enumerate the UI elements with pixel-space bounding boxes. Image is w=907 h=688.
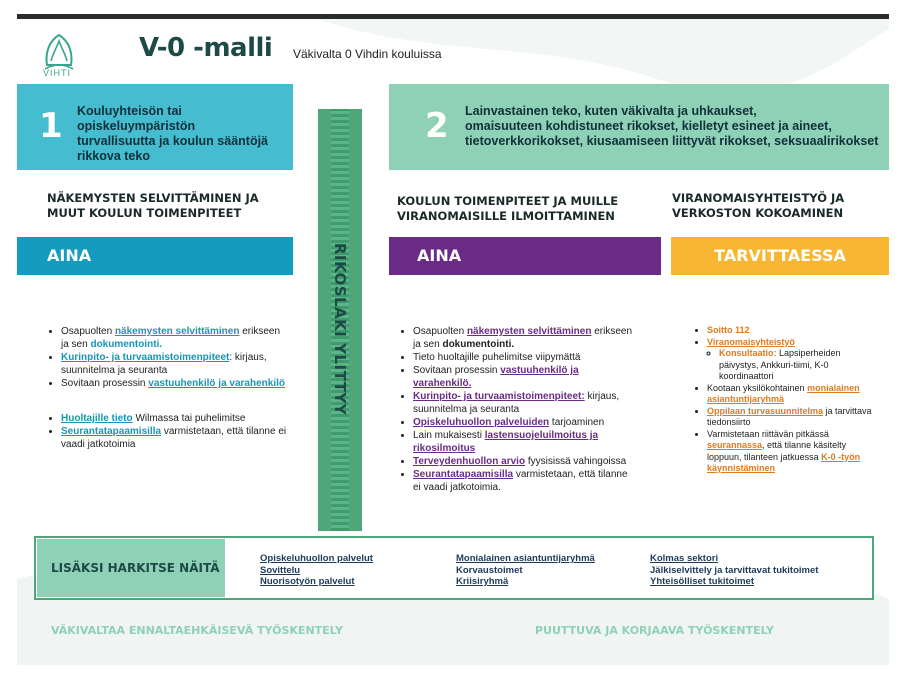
link[interactable]: Huoltajille tieto [61,413,133,424]
link[interactable]: Kurinpito- ja turvaamistoimenpiteet [61,352,230,363]
col2-band: AINA [389,237,661,275]
link[interactable]: Opiskeluhuollon palveluiden [413,417,550,428]
consider-text: Jälkiselvittely ja tarvittavat tukitoimet [650,564,819,576]
category-1-number: 1 [39,106,63,146]
consider-group-3 [650,553,818,588]
link[interactable]: vastuuhenkilö ja varahenkilö [148,378,285,389]
list-item: • Sovitaan prosessin vastuuhenkilö ja varahenkilö. [413,364,635,390]
col3-list [693,325,879,475]
consider-link[interactable]: Kolmas sektori [650,553,719,564]
sub-list-item: ◦ Konsultaatio: Lapsiperheiden päivystys, Ankkuri-tiimi, K-0 koordinaattori [719,348,879,383]
consider-link[interactable]: Nuorisotyön palvelut [260,576,355,587]
consider-group-2 [456,553,595,588]
link[interactable]: näkemysten selvittäminen [466,326,592,337]
list-item [707,337,879,383]
consider-link[interactable]: Kriisiryhmä [456,576,509,587]
list-item: • Osapuolten näkemysten selvittäminen erikseen ja sen dokumentointi. [61,325,287,351]
crime-law-label: RIKOSLAKI YLITTYY [331,242,349,416]
col3-band: TARVITTAESSA [671,237,889,275]
v0-model-page [17,19,889,665]
footer-corrective: PUUTTUVA JA KORJAAVA TYÖSKENTELY [535,624,774,637]
logo-text: VIHTI [43,68,72,78]
consider-link[interactable]: Opiskeluhuollon palvelut [260,553,373,564]
list-item: • Varmistetaan riittävän pitkässä seurannassa, että tilanne käsitelty loppuun, tilanteen jatkuessa K-0 -työn käynnistäminen [707,429,879,475]
list-item: • Kootaan yksilökohtainen monialainen asiantuntijaryhmä [707,383,879,406]
link[interactable]: lastensuojeluilmoitus ja rikosilmoitus [413,430,599,454]
category-2-text: Lainvastainen teko, kuten väkivalta ja uhkaukset, omaisuuteen kohdistuneet rikokset, kielletyt esineet ja aineet, tietoverkkorikokset, kiusaamiseen liittyvät rikokset, seksuaalirikokset [465,104,879,148]
link[interactable]: Terveydenhuollon arvio [413,456,526,467]
link[interactable]: Oppilaan turvasuunnitelma [707,405,824,416]
link[interactable]: näkemysten selvittäminen [114,326,240,337]
link[interactable]: monialainen asiantuntijaryhmä [707,382,860,404]
category-1-text: Kouluyhteisön tai opiskeluympäristön turvallisuutta ja koulun sääntöjä rikkova teko [77,104,269,163]
link[interactable]: seurannassa [707,440,763,450]
list-item: • Seurantatapaamisilla varmistetaan, että tilanne ei vaadi jatkotoimia [61,425,287,451]
list-item: • Lain mukaisesti lastensuojeluilmoitus ja rikosilmoitus [413,429,635,455]
list-item: • Tieto huoltajille puhelimitse viipymättä [413,351,635,364]
category-2-box [389,84,889,170]
list-item: • Seurantatapaamisilla varmistetaan, että tilanne ei vaadi jatkotoimia. [413,468,635,494]
link[interactable]: K-0 -työn käynnistäminen [707,451,861,473]
consider-link[interactable]: Monialainen asiantuntijaryhmä [456,553,595,564]
list-item: • Soitto 112 [707,325,879,337]
list-item: • Kurinpito- ja turvaamistoimenpiteet: kirjaus, suunnitelma ja seuranta [413,390,635,416]
col2-list [399,325,635,494]
list-item: • Terveydenhuollon arvio fyysisissä vahingoissa [413,455,635,468]
category-2-number: 2 [425,106,449,146]
list-item: • Huoltajille tieto Wilmassa tai puhelimitse [61,412,287,425]
col1-band: AINA [17,237,293,275]
col2-heading: KOULUN TOIMENPITEET JA MUILLE VIRANOMAISILLE ILMOITTAMINEN [397,194,619,223]
link[interactable]: Viranomaisyhteistyö [707,336,795,347]
link[interactable]: Seurantatapaamisilla [413,469,514,480]
list-item: • Kurinpito- ja turvaamistoimenpiteet: kirjaus, suunnitelma ja seuranta [61,351,287,377]
page-title: V-0 -malli [139,33,273,63]
col1-heading: NÄKEMYSTEN SELVITTÄMINEN JA MUUT KOULUN TOIMENPITEET [47,191,259,220]
consider-group-1 [260,553,373,588]
list-item: • Opiskeluhuollon palveluiden tarjoaminen [413,416,635,429]
consider-link[interactable]: Yhteisölliset tukitoimet [650,576,754,587]
link[interactable]: Seurantatapaamisilla [61,426,162,437]
link[interactable]: vastuuhenkilö ja varahenkilö. [413,365,579,389]
list-item: • Sovitaan prosessin vastuuhenkilö ja varahenkilö [61,377,287,390]
page-subtitle: Väkivalta 0 Vihdin kouluissa [293,47,442,61]
col1-list [47,325,287,451]
consider-text: Korvaustoimet [456,564,523,576]
footer-preventive: VÄKIVALTAA ENNALTAEHKÄISEVÄ TYÖSKENTELY [51,624,343,637]
consider-link[interactable]: Sovittelu [260,564,301,576]
consider-box [34,536,874,600]
link[interactable]: Kurinpito- ja turvaamistoimenpiteet: [413,391,585,402]
list-item: • Osapuolten näkemysten selvittäminen erikseen ja sen dokumentointi. [413,325,635,351]
list-item: • Oppilaan turvasuunnitelma ja tarvittava tiedonsiirto [707,406,879,429]
col3-heading: VIRANOMAISYHTEISTYÖ JA VERKOSTON KOKOAMINEN [672,191,845,220]
consider-label: LISÄKSI HARKITSE NÄITÄ [37,539,225,597]
category-1-box [17,84,293,170]
